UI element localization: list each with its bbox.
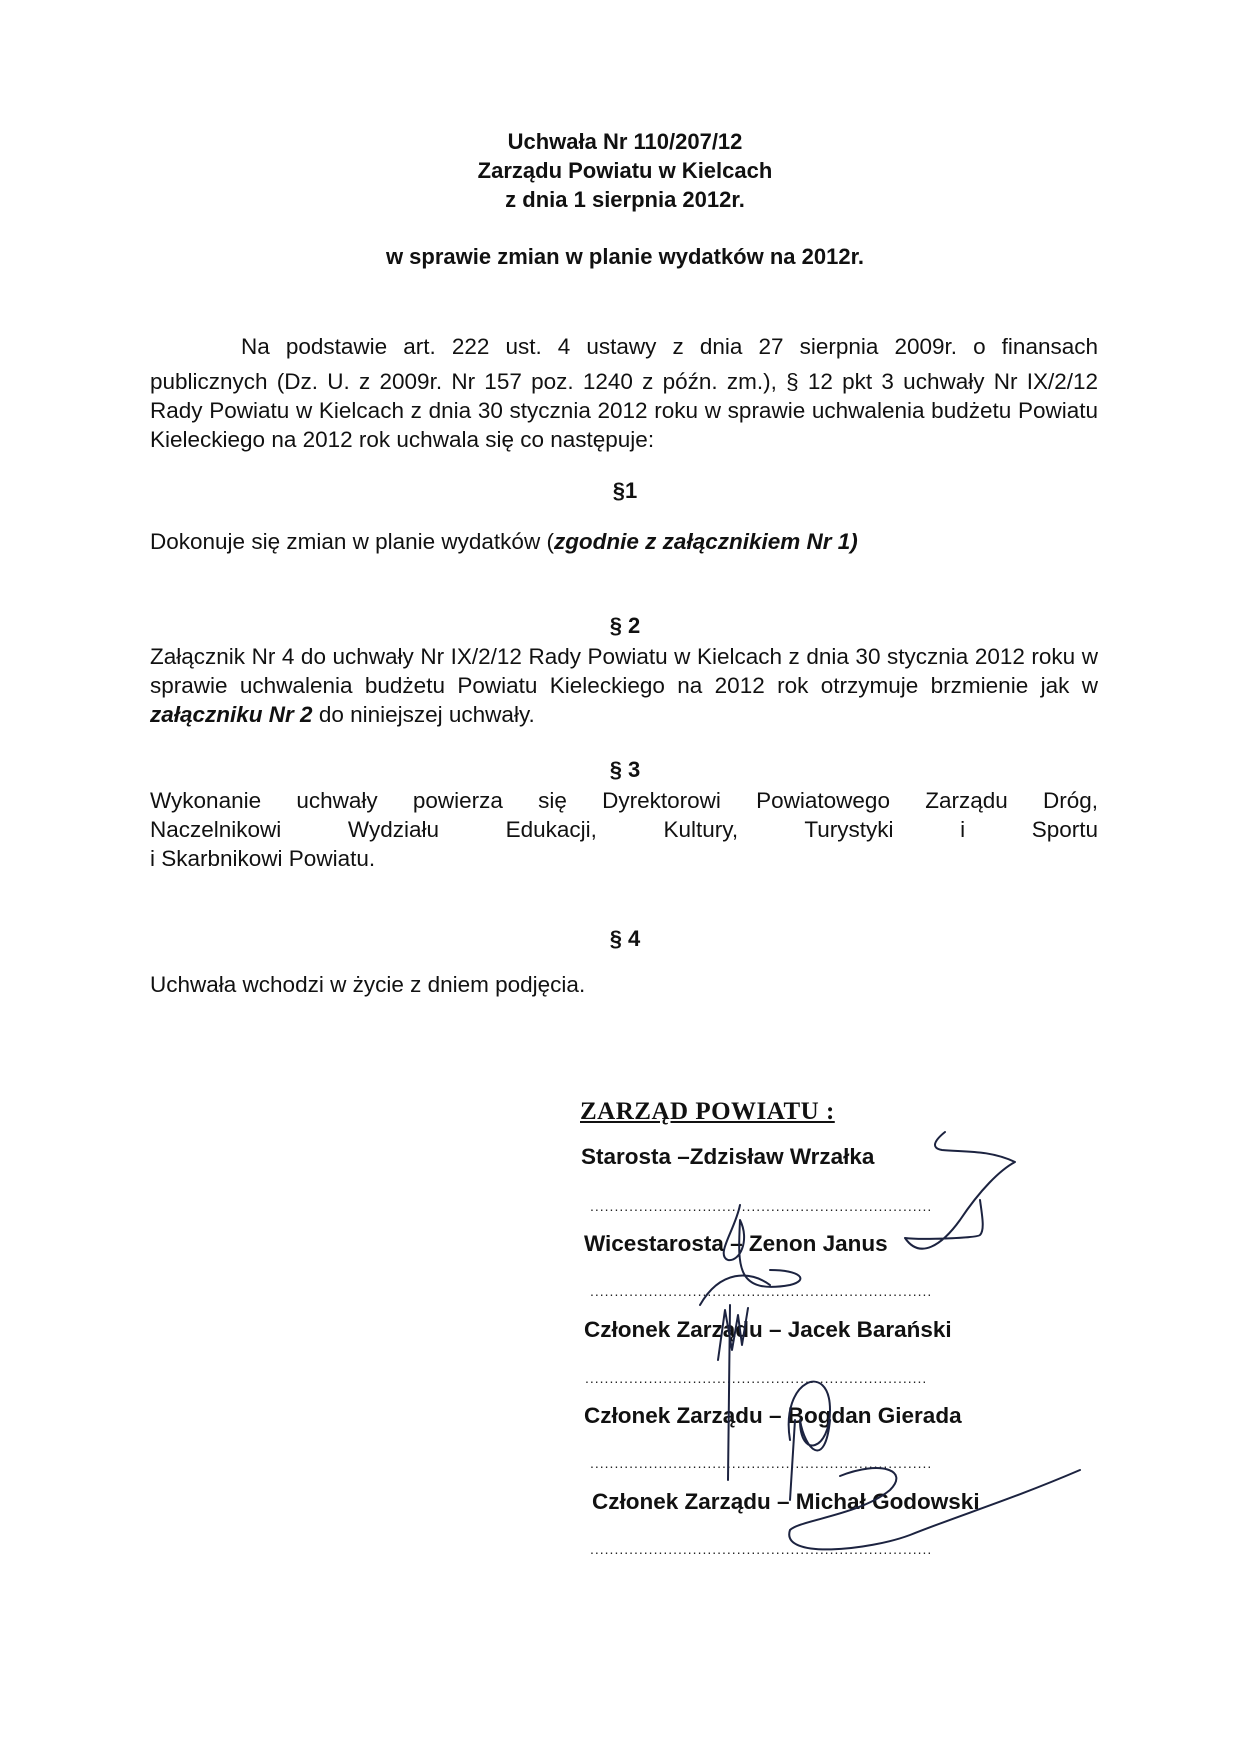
issuing-body: Zarządu Powiatu w Kielcach — [477, 158, 773, 183]
resolution-number: Uchwała Nr 110/207/12 — [507, 129, 743, 154]
section-1-emphasis: zgodnie z załącznikiem Nr 1) — [553, 529, 858, 554]
signature-line-2: ...................................................................... — [590, 1283, 933, 1299]
section-3-line-1: Wykonanie uchwały powierza się Dyrektorowi Powiatowego Zarządu Dróg, — [150, 788, 1098, 813]
section-1-text — [150, 527, 1098, 556]
member-czlonek-gierada: Członek Zarządu – Bogdan Gierada — [584, 1403, 962, 1428]
resolution-date: z dnia 1 sierpnia 2012r. — [505, 187, 745, 212]
intro-first-line: Na podstawie art. 222 ust. 4 ustawy z dnia 27 sierpnia 2009r. o finansach — [241, 334, 1098, 359]
resolution-header — [0, 127, 1240, 214]
section-4-heading: § 4 — [609, 926, 641, 951]
signature-starosta — [905, 1132, 1015, 1249]
member-wicestarosta: Wicestarosta – Zenon Janus — [584, 1231, 888, 1256]
section-3-line-2: Naczelnikowi Wydziału Edukacji, Kultury, Turystyki i Sportu — [150, 817, 1098, 842]
section-2-text-end: do niniejszej uchwały. — [312, 702, 535, 727]
signature-line-5: ...................................................................... — [590, 1541, 933, 1557]
section-1-heading: §1 — [612, 478, 638, 503]
section-2-text-part: Załącznik Nr 4 do uchwały Nr IX/2/12 Rady Powiatu w Kielcach z dnia 30 stycznia 2012 roku w sprawie uchwalenia budżetu Powiatu Kieleckiego na 2012 rok otrzymuje brzmienie jak w — [150, 644, 1098, 698]
section-4-text: Uchwała wchodzi w życie z dniem podjęcia. — [150, 972, 586, 997]
member-starosta: Starosta –Zdzisław Wrzałka — [581, 1144, 875, 1169]
intro-rest: publicznych (Dz. U. z 2009r. Nr 157 poz. 1240 z późn. zm.), § 12 pkt 3 uchwały Nr IX/2/12 Rady Powiatu w Kielcach z dnia 30 stycznia 2012 roku w sprawie uchwalenia budżetu Powiatu Kieleckiego na 2012 rok uchwala się co następuje: — [150, 369, 1098, 452]
section-1-text-part: Dokonuje się zmian w planie wydatków ( — [150, 529, 554, 554]
section-3-heading: § 3 — [609, 757, 641, 782]
section-3-line-3: i Skarbnikowi Powiatu. — [150, 846, 376, 871]
section-2-heading: § 2 — [609, 613, 641, 638]
board-title: ZARZĄD POWIATU : — [580, 1098, 835, 1125]
signature-line-1: ...................................................................... — [590, 1198, 933, 1214]
section-3-text — [150, 786, 1098, 873]
section-2-text — [150, 642, 1098, 729]
member-czlonek-godowski: Członek Zarządu – Michał Godowski — [592, 1489, 980, 1514]
section-2-emphasis: załączniku Nr 2 — [150, 702, 313, 727]
member-czlonek-baranski: Członek Zarządu – Jacek Barański — [584, 1317, 952, 1342]
intro-paragraph — [150, 332, 1098, 454]
signature-line-3: ...................................................................... — [585, 1370, 928, 1386]
resolution-subject: w sprawie zmian w planie wydatków na 2012r. — [385, 244, 865, 269]
signature-line-4: ...................................................................... — [590, 1455, 933, 1471]
